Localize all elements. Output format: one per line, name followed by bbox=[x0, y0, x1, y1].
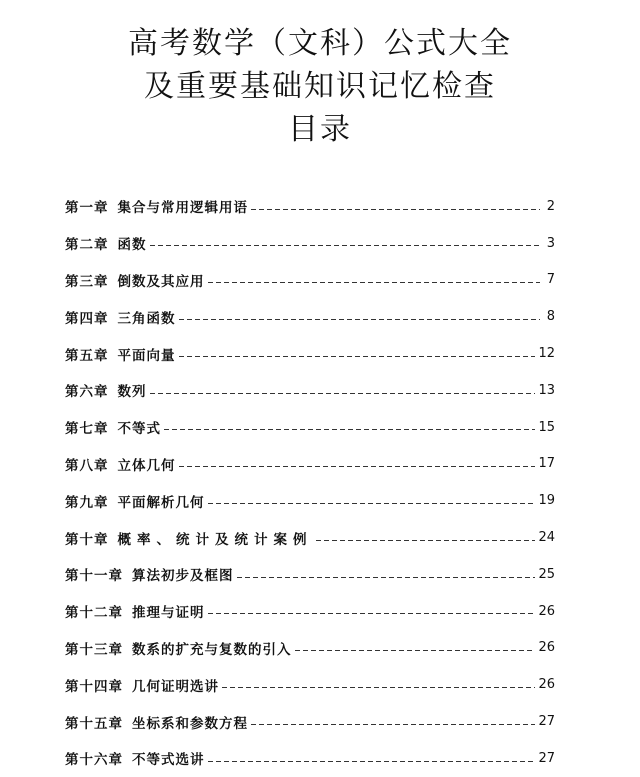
chapter-title: 集合与常用逻辑用语 bbox=[117, 200, 248, 217]
chapter-title: 倒数及其应用 bbox=[117, 273, 205, 290]
dot-leader bbox=[150, 244, 541, 248]
toc-entry-7[interactable] bbox=[65, 409, 555, 446]
chapter-number: 第八章 bbox=[65, 457, 109, 474]
chapter-number: 第六章 bbox=[65, 384, 109, 401]
dot-leader bbox=[208, 502, 536, 506]
toc-entry-6[interactable] bbox=[65, 372, 555, 409]
chapter-title: 平面向量 bbox=[117, 347, 176, 364]
chapter-title: 几何证明选讲 bbox=[132, 678, 219, 695]
chapter-title: 数列 bbox=[117, 384, 147, 401]
page-number: 12 bbox=[538, 346, 555, 362]
page-number: 19 bbox=[538, 493, 555, 509]
page-number: 2 bbox=[546, 198, 555, 214]
chapter-number: 第一章 bbox=[65, 200, 109, 217]
chapter-number: 第七章 bbox=[65, 421, 109, 438]
chapter-title: 数系的扩充与复数的引入 bbox=[132, 641, 292, 658]
toc-entry-4[interactable] bbox=[65, 298, 555, 335]
dot-leader bbox=[251, 723, 535, 727]
toc-entry-10[interactable] bbox=[65, 519, 555, 556]
chapter-number: 第九章 bbox=[65, 494, 109, 511]
dot-leader bbox=[208, 281, 541, 285]
toc-entry-1[interactable] bbox=[65, 188, 555, 225]
toc-entry-11[interactable] bbox=[65, 556, 555, 593]
toc-heading: 目录 bbox=[288, 112, 352, 147]
chapter-title: 不等式 bbox=[117, 421, 161, 438]
dot-leader bbox=[316, 539, 536, 543]
page-number: 26 bbox=[538, 603, 555, 619]
chapter-number: 第十二章 bbox=[65, 605, 123, 622]
page-number: 27 bbox=[538, 750, 555, 766]
chapter-title: 函数 bbox=[117, 237, 147, 254]
chapter-number: 第十一章 bbox=[65, 568, 123, 585]
page-number: 15 bbox=[538, 419, 555, 435]
page-number: 17 bbox=[538, 456, 555, 472]
page-number: 25 bbox=[538, 566, 555, 582]
toc-entry-2[interactable] bbox=[65, 225, 555, 262]
page-number: 7 bbox=[546, 272, 555, 288]
chapter-number: 第十四章 bbox=[65, 678, 123, 695]
toc-entry-13[interactable] bbox=[65, 630, 555, 667]
chapter-title: 平面解析几何 bbox=[117, 494, 205, 511]
dot-leader bbox=[179, 355, 536, 359]
dot-leader bbox=[179, 318, 541, 322]
page-number: 3 bbox=[546, 235, 555, 251]
page-number: 8 bbox=[546, 309, 555, 325]
dot-leader bbox=[251, 207, 540, 211]
toc-entry-12[interactable] bbox=[65, 593, 555, 630]
chapter-title: 算法初步及框图 bbox=[132, 568, 234, 585]
chapter-number: 第十章 bbox=[65, 531, 109, 548]
page-number: 27 bbox=[538, 714, 555, 730]
chapter-number: 第二章 bbox=[65, 237, 109, 254]
toc-entry-5[interactable] bbox=[65, 335, 555, 372]
toc-entry-8[interactable] bbox=[65, 446, 555, 483]
chapter-number: 第十五章 bbox=[65, 715, 123, 732]
toc-entry-16[interactable] bbox=[65, 740, 555, 777]
dot-leader bbox=[295, 649, 536, 653]
dot-leader bbox=[208, 759, 536, 763]
dot-leader bbox=[222, 686, 535, 690]
toc-entry-14[interactable] bbox=[65, 666, 555, 703]
chapter-title: 立体几何 bbox=[117, 457, 176, 474]
title-line-1: 高考数学（文科）公式大全 bbox=[128, 26, 512, 61]
toc-entry-15[interactable] bbox=[65, 703, 555, 740]
document-title bbox=[0, 22, 640, 151]
dot-leader bbox=[164, 428, 535, 432]
title-line-2: 及重要基础知识记忆检查 bbox=[144, 69, 496, 104]
page-number: 24 bbox=[538, 530, 555, 546]
table-of-contents bbox=[65, 188, 555, 777]
chapter-number: 第四章 bbox=[65, 310, 109, 327]
dot-leader bbox=[150, 391, 536, 395]
page-number: 26 bbox=[538, 677, 555, 693]
chapter-title: 三角函数 bbox=[117, 310, 176, 327]
chapter-number: 第十六章 bbox=[65, 752, 123, 769]
toc-entry-9[interactable] bbox=[65, 482, 555, 519]
chapter-title: 推理与证明 bbox=[132, 605, 205, 622]
chapter-title: 不等式选讲 bbox=[132, 752, 205, 769]
chapter-title: 概率、统计及统计案例 bbox=[117, 531, 313, 548]
chapter-title: 坐标系和参数方程 bbox=[132, 715, 248, 732]
page-number: 13 bbox=[538, 382, 555, 398]
toc-entry-3[interactable] bbox=[65, 262, 555, 299]
chapter-number: 第十三章 bbox=[65, 641, 123, 658]
chapter-number: 第三章 bbox=[65, 273, 109, 290]
dot-leader bbox=[179, 465, 536, 469]
page-number: 26 bbox=[538, 640, 555, 656]
chapter-number: 第五章 bbox=[65, 347, 109, 364]
dot-leader bbox=[237, 575, 536, 579]
dot-leader bbox=[208, 612, 536, 616]
